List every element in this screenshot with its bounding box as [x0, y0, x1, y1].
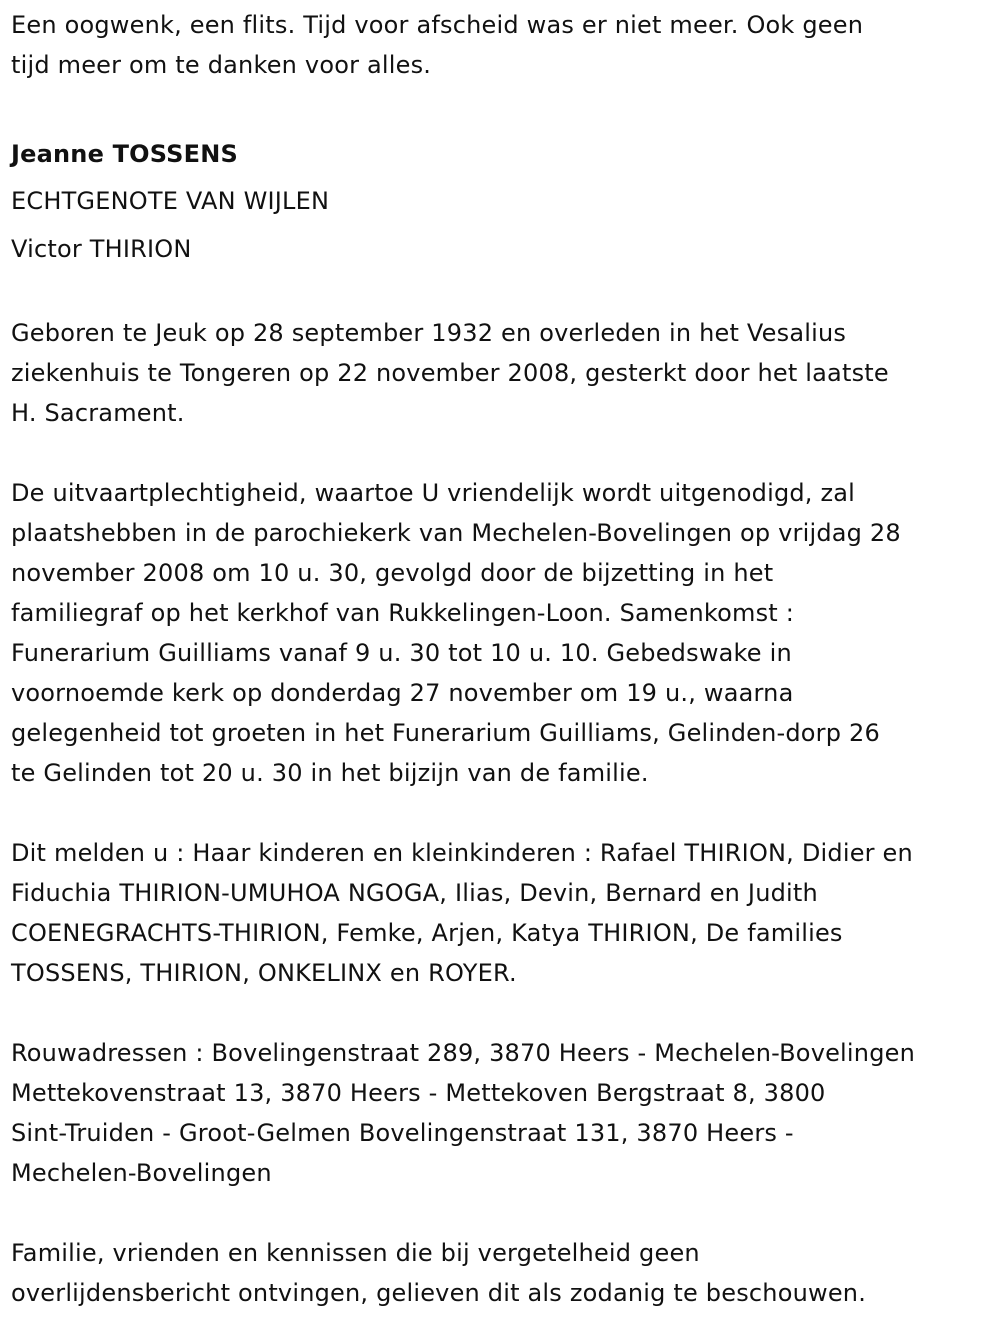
paragraph-line: Funerarium Guilliams vanaf 9 u. 30 tot 10 u. 10. Gebedswake in: [11, 639, 792, 667]
spacer: [11, 793, 990, 833]
addresses-paragraph: [11, 1033, 990, 1193]
spacer: [11, 1193, 990, 1233]
spacer: [11, 273, 990, 313]
paragraph-line: familiegraf op het kerkhof van Rukkelingen-Loon. Samenkomst :: [11, 599, 795, 627]
paragraph-line: overlijdensbericht ontvingen, gelieven dit als zodanig te beschouwen.: [11, 1279, 867, 1307]
spacer: [11, 993, 990, 1033]
closing-paragraph: [11, 1233, 990, 1313]
family-paragraph: [11, 833, 990, 993]
paragraph-line: De uitvaartplechtigheid, waartoe U vriendelijk wordt uitgenodigd, zal: [11, 479, 856, 507]
intro-line: tijd meer om te danken voor alles.: [11, 51, 432, 79]
paragraph-line: Mechelen-Bovelingen: [11, 1159, 272, 1187]
deceased-spouse: Victor THIRION: [11, 235, 192, 263]
paragraph-line: plaatshebben in de parochiekerk van Mechelen-Bovelingen op vrijdag 28: [11, 519, 901, 547]
deceased-name: Jeanne TOSSENS: [11, 140, 239, 168]
paragraph-line: Geboren te Jeuk op 28 september 1932 en overleden in het Vesalius: [11, 319, 847, 347]
paragraph-line: voornoemde kerk op donderdag 27 november om 19 u., waarna: [11, 679, 794, 707]
spacer: [11, 85, 990, 125]
spacer: [11, 433, 990, 473]
intro-paragraph: [11, 5, 990, 85]
paragraph-line: Sint-Truiden - Groot-Gelmen Bovelingenstraat 131, 3870 Heers -: [11, 1119, 794, 1147]
paragraph-line: gelegenheid tot groeten in het Funerarium Guilliams, Gelinden-dorp 26: [11, 719, 880, 747]
funeral-paragraph: [11, 473, 990, 793]
deceased-relation: ECHTGENOTE VAN WIJLEN: [11, 187, 330, 215]
paragraph-line: te Gelinden tot 20 u. 30 in het bijzijn van de familie.: [11, 759, 649, 787]
paragraph-line: H. Sacrament.: [11, 399, 185, 427]
paragraph-line: ziekenhuis te Tongeren op 22 november 2008, gesterkt door het laatste: [11, 359, 889, 387]
birth-death-paragraph: [11, 313, 990, 433]
paragraph-line: COENEGRACHTS-THIRION, Femke, Arjen, Katya THIRION, De families: [11, 919, 843, 947]
paragraph-line: Familie, vrienden en kennissen die bij vergetelheid geen: [11, 1239, 700, 1267]
intro-line: Een oogwenk, een flits. Tijd voor afscheid was er niet meer. Ook geen: [11, 11, 864, 39]
paragraph-line: Dit melden u : Haar kinderen en kleinkinderen : Rafael THIRION, Didier en: [11, 839, 913, 867]
deceased-block: [11, 131, 990, 273]
paragraph-line: TOSSENS, THIRION, ONKELINX en ROYER.: [11, 959, 517, 987]
paragraph-line: Fiduchia THIRION-UMUHOA NGOGA, Ilias, Devin, Bernard en Judith: [11, 879, 818, 907]
paragraph-line: Mettekovenstraat 13, 3870 Heers - Mettekoven Bergstraat 8, 3800: [11, 1079, 826, 1107]
paragraph-line: Rouwadressen : Bovelingenstraat 289, 3870 Heers - Mechelen-Bovelingen: [11, 1039, 916, 1067]
paragraph-line: november 2008 om 10 u. 30, gevolgd door de bijzetting in het: [11, 559, 774, 587]
